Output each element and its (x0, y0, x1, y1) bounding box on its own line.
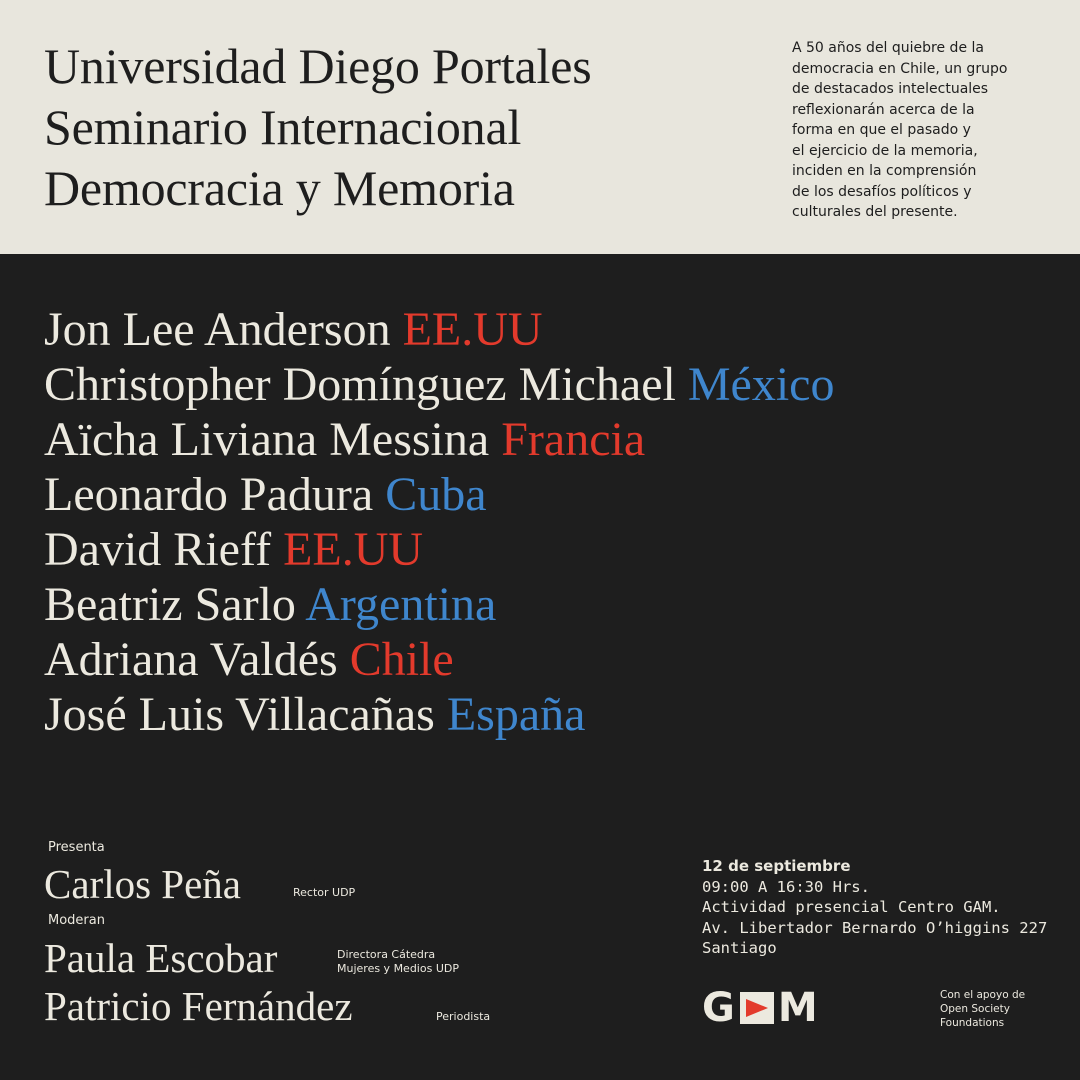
event-city: Santiago (702, 939, 777, 957)
description-line: culturales del presente. (792, 204, 958, 220)
speaker-item (44, 467, 834, 522)
title-line: Democracia y Memoria (44, 160, 515, 216)
description-line: el ejercicio de la memoria, (792, 142, 978, 159)
presenter-role: Rector UDP (293, 886, 356, 899)
moderator-role-line: Directora Cátedra (337, 948, 436, 961)
presenter-name: Carlos Peña (44, 861, 241, 907)
description-line: inciden en la comprensión (792, 163, 977, 179)
description-line: forma en que el pasado y (792, 122, 971, 138)
speaker-name: David Rieff (44, 523, 272, 576)
speaker-country: Cuba (385, 468, 487, 521)
speaker-country: EE.UU (402, 303, 543, 356)
event-info (702, 856, 1047, 959)
title-line: Universidad Diego Portales (44, 38, 592, 94)
presenter-label: Presenta (48, 840, 105, 855)
event-time: 09:00 A 16:30 Hrs. (702, 877, 870, 896)
moderator-name: Patricio Fernández (44, 983, 353, 1029)
event-venue: Actividad presencial Centro GAM. (702, 898, 1001, 916)
description-line: de destacados intelectuales (792, 81, 989, 97)
speaker-country: Argentina (305, 578, 497, 631)
speaker-country: Chile (349, 633, 454, 686)
moderators-label: Moderan (48, 913, 105, 928)
speaker-name: Leonardo Padura (44, 468, 374, 521)
gam-a-triangle-icon (740, 992, 774, 1024)
event-address: Av. Libertador Bernardo O’higgins 227 (702, 918, 1048, 937)
support-line: Foundations (940, 1017, 1005, 1029)
support-line: Open Society (940, 1003, 1010, 1015)
support-credit (940, 988, 1025, 1030)
speaker-item (44, 632, 834, 687)
event-date: 12 de septiembre (702, 857, 851, 875)
description-line: de los desafíos políticos y (792, 183, 972, 200)
gam-logo (702, 986, 819, 1030)
support-line: Con el apoyo de (940, 989, 1026, 1001)
speaker-name: Christopher Domínguez Michael (44, 358, 676, 411)
speaker-name: Jon Lee Anderson (44, 303, 391, 356)
speaker-name: Aïcha Liviana Messina (44, 413, 490, 466)
speaker-name: Beatriz Sarlo (44, 578, 296, 631)
moderator-role (337, 948, 459, 976)
moderator-role: Periodista (436, 1010, 491, 1023)
speaker-list (44, 302, 834, 742)
speaker-item (44, 357, 834, 412)
description-line: reflexionarán acerca de la (792, 101, 975, 118)
speaker-country: México (687, 358, 835, 411)
title-line: Seminario Internacional (44, 99, 522, 155)
speaker-country: Francia (501, 413, 646, 466)
gam-logo-letter: M (777, 985, 819, 1031)
speaker-country: España (446, 688, 586, 741)
speaker-name: José Luis Villacañas (44, 688, 435, 741)
moderator-name: Paula Escobar (44, 935, 278, 981)
page-title (44, 36, 591, 219)
moderator-role-line: Mujeres y Medios UDP (337, 962, 459, 975)
description-line: A 50 años del quiebre de la (792, 40, 984, 56)
speaker-name: Adriana Valdés (44, 633, 338, 686)
speaker-item (44, 522, 834, 577)
header-band (0, 0, 1080, 254)
speaker-item (44, 302, 834, 357)
speaker-item (44, 577, 834, 632)
speaker-country: EE.UU (283, 523, 424, 576)
gam-logo-letter: G (702, 985, 736, 1031)
description-line: democracia en Chile, un grupo (792, 60, 1008, 77)
description (792, 38, 1062, 223)
speaker-item (44, 687, 834, 742)
speaker-item (44, 412, 834, 467)
